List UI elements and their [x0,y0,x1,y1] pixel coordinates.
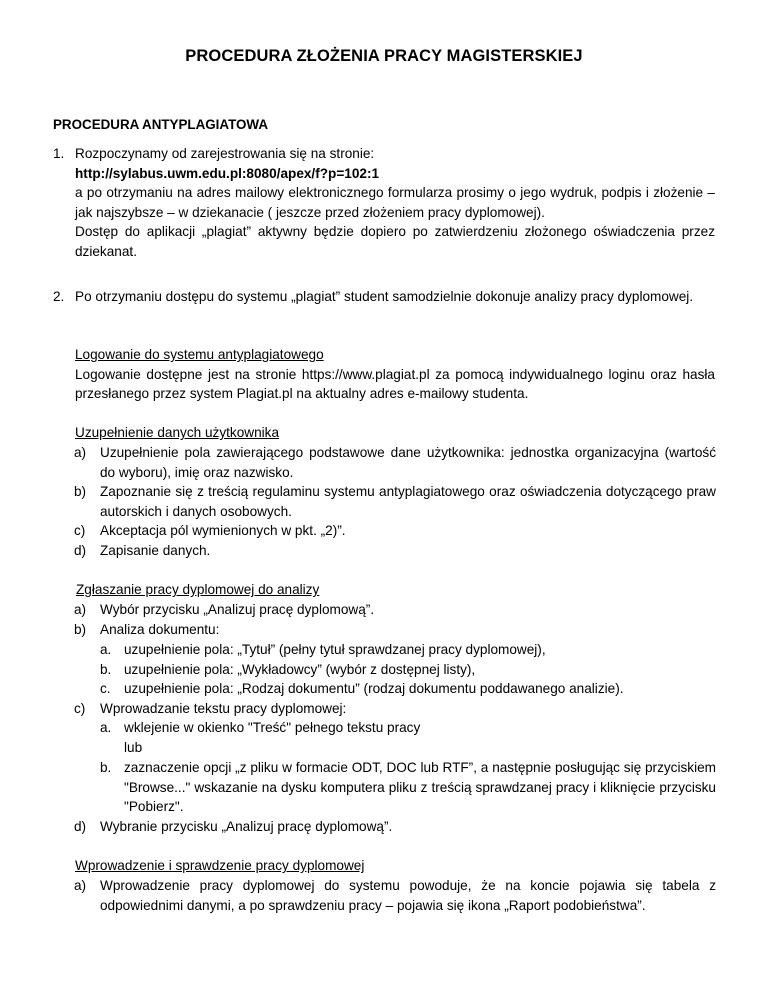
subsection-heading: Uzupełnienie danych użytkownika [75,425,280,440]
list-letter: b) [74,484,87,499]
list-letter: a. [100,642,112,657]
registration-link[interactable]: http://sylabus.uwm.edu.pl:8080/apex/f?p=102:1 [75,165,380,181]
list-item [74,876,716,915]
list-text: Zapisanie danych. [100,543,211,558]
list-text: Uzupełnienie pola zawierającego podstawowe dane użytkownika: jednostka organizacyjna (wartość do wyboru), imię oraz nazwisko. [100,445,716,480]
list-text: zaznaczenie opcji „z pliku w formacie ODT, DOC lub RTF”, a następnie posługując się przyciskiem "Browse..." wskazanie na dysku komputera pliku z treścią sprawdzanej pracy i kliknięcie przycisku "Pobierz". [124,760,716,814]
list-item [74,817,716,837]
list-letter: c. [100,681,111,696]
list-letter: c) [74,701,86,716]
list-letter: a) [74,445,87,460]
list-letter: b) [74,622,87,637]
list-letter: c) [74,523,86,538]
list-text: Zapoznanie się z treścią regulaminu systemu antyplagiatowego oraz oświadczenia dotyczącego praw autorskich i danych osobowych. [100,484,716,519]
list-letter: a) [74,602,87,617]
list-item [100,679,716,699]
list-number: 1. [53,146,65,161]
subsection-heading: Logowanie do systemu antyplagiatowego [75,347,324,362]
list-item [100,718,716,738]
list-letter: d) [74,819,87,834]
list-text: wklejenie w okienko "Treść" pełnego tekstu pracy [124,720,421,735]
list-text: Wprowadzenie pracy dyplomowej do systemu powoduje, że na koncie pojawia się tabela z odpowiednimi danymi, a po sprawdzeniu pracy – pojawia się ikona „Raport podobieństwa”. [100,878,716,913]
list-item [74,600,716,620]
list-letter: a) [74,878,87,893]
list-letter: a. [100,720,112,735]
list-text: uzupełnienie pola: „Tytuł” (pełny tytuł sprawdzanej pracy dyplomowej), [124,642,546,657]
list-number: 2. [53,289,65,304]
list-letter: b. [100,662,112,677]
list-item-2 [53,287,715,307]
subsection-heading: Wprowadzenie i sprawdzenie pracy dyplomowej [75,858,365,873]
list-text: Akceptacja pól wymienionych w pkt. „2)”. [100,523,346,538]
list-item [74,443,716,482]
submission-section [76,580,716,600]
list-letter: b. [100,760,112,775]
section-heading: PROCEDURA ANTYPLAGIATOWA [53,117,268,132]
list-text: Analiza dokumentu: [100,622,220,637]
page-title: PROCEDURA ZŁOŻENIA PRACY MAGISTERSKIEJ [185,47,583,65]
verification-section [75,856,715,876]
list-text: uzupełnienie pola: „Rodzaj dokumentu” (rodzaj dokumentu poddawanego analizie). [124,681,624,696]
or-text: lub [124,740,143,755]
item-text: Rozpoczynamy od zarejestrowania się na stronie: [75,146,375,161]
login-text: Logowanie dostępne jest na stronie https://www.plagiat.pl za pomocą indywidualnego loginu oraz hasła przesłanego przez system Plagiat.pl na aktualny adres e-mailowy studenta. [75,366,715,401]
list-letter: d) [74,543,87,558]
subsection-heading: Zgłaszanie pracy dyplomowej do analizy [76,582,320,597]
user-data-section [75,423,715,443]
list-item-1 [53,144,715,261]
list-item [100,660,716,680]
list-text: Wybór przycisku „Analizuj pracę dyplomową”. [100,602,375,617]
list-text: Wprowadzanie tekstu pracy dyplomowej: [100,701,347,716]
list-item [100,758,716,817]
list-item [74,620,716,640]
list-item [74,521,716,541]
list-text: Wybranie przycisku „Analizuj pracę dyplomową”. [100,819,393,834]
item-text: Po otrzymaniu dostępu do systemu „plagiat” student samodzielnie dokonuje analizy pracy dyplomowej. [75,289,694,304]
login-section [75,345,715,404]
list-item [74,482,716,521]
item-paragraph: Dostęp do aplikacji „plagiat” aktywny będzie dopiero po zatwierdzeniu złożonego oświadczenia przez dziekanat. [75,224,715,259]
list-item [100,640,716,660]
item-paragraph: a po otrzymaniu na adres mailowy elektronicznego formularza prosimy o jego wydruk, podpis i złożenie – jak najszybsze – w dziekanacie ( jeszcze przed złożeniem pracy dyplomowej). [75,185,715,220]
list-item [74,699,716,719]
list-item [74,541,716,561]
list-text: uzupełnienie pola: „Wykładowcy” (wybór z dostępnej listy), [124,662,476,677]
